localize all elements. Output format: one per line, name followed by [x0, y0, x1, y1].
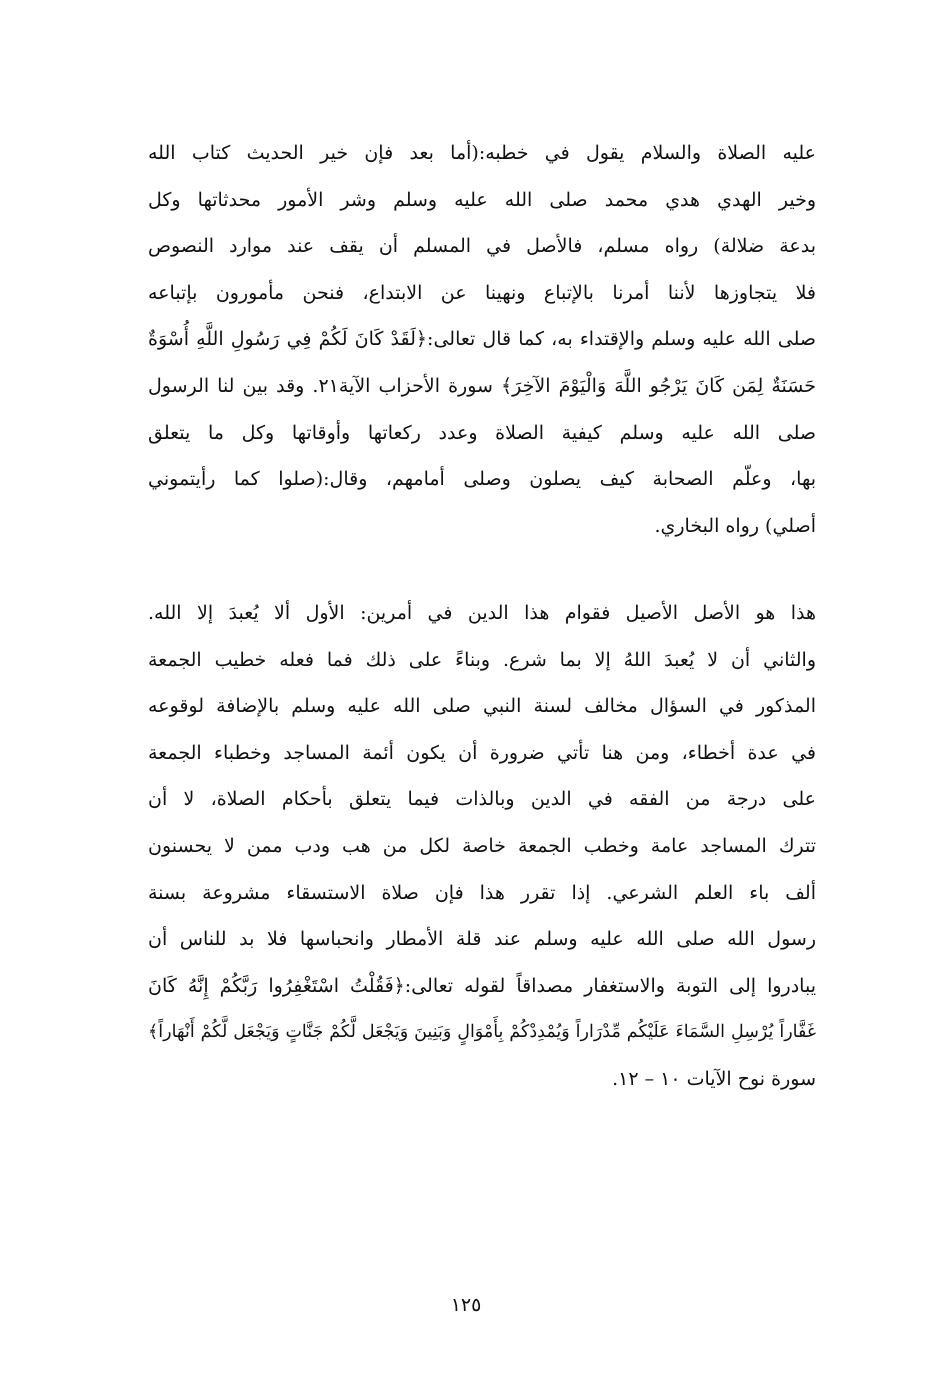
- paragraph-2: [148, 590, 816, 1103]
- text-line: رسول الله صلى الله عليه وسلم عند قلة الأمطار وانحباسها فلا بد للناس أن: [148, 928, 816, 951]
- text-line: يبادروا إلى التوبة والاستغفار مصداقاً لقوله تعالى:﴿فَقُلْتُ اسْتَغْفِرُوا رَبَّكُمْ إِنَّهُ كَانَ: [148, 974, 816, 997]
- text-line: بدعة ضلالة) رواه مسلم، فالأصل في المسلم أن يقف عند موارد النصوص: [148, 235, 816, 258]
- text-line: المذكور في السؤال مخالف لسنة النبي صلى الله عليه وسلم بالإضافة لوقوعه: [148, 695, 816, 718]
- paragraph-1: [148, 130, 816, 549]
- text-line: صلى الله عليه وسلم والإقتداء به، كما قال تعالى:﴿لَقَدْ كَانَ لَكُمْ فِي رَسُولِ اللَّهِ أُسْوَةٌ: [148, 328, 816, 351]
- text-line: فلا يتجاوزها لأننا أمرنا بالإتباع ونهينا عن الابتداع، فنحن مأمورون بإتباعه: [148, 281, 816, 304]
- text-line: هذا هو الأصل الأصيل فقوام هذا الدين في أمرين: الأول ألا يُعبدَ إلا الله.: [148, 602, 816, 624]
- text-line: ألف باء العلم الشرعي. إذا تقرر هذا فإن صلاة الاستسقاء مشروعة بسنة: [148, 881, 816, 904]
- text-line: عليه الصلاة والسلام يقول في خطبه:(أما بعد فإن خير الحديث كتاب الله: [148, 142, 816, 164]
- text-line: أصلي) رواه البخاري.: [654, 514, 816, 537]
- text-line: سورة نوح الآيات ١٠ – ١٢.: [612, 1067, 816, 1090]
- text-line: والثاني أن لا يُعبدَ اللهُ إلا بما شرع. وبناءً على ذلك فما فعله خطيب الجمعة: [148, 648, 816, 671]
- text-line: بها، وعلّم الصحابة كيف يصلون وصلى أمامهم، وقال:(صلوا كما رأيتموني: [148, 468, 816, 491]
- text-line: تترك المساجد عامة وخطب الجمعة خاصة لكل من هب ودب ممن لا يحسنون: [148, 834, 816, 857]
- text-line: وخير الهدي هدي محمد صلى الله عليه وسلم وشر الأمور محدثاتها وكل: [148, 188, 816, 211]
- text-line: حَسَنَةٌ لِمَن كَانَ يَرْجُو اللَّهَ وَالْيَوْمَ الآخِرَ﴾ سورة الأحزاب الآية٢١. وقد بين لنا الرسول: [148, 374, 816, 397]
- text-line: صلى الله عليه وسلم كيفية الصلاة وعدد ركعاتها وأوقاتها وكل ما يتعلق: [148, 421, 816, 444]
- text-line: غَفَّاراً يُرْسِلِ السَّمَاءَ عَلَيْكُم مِّدْرَاراً وَيُمْدِدْكُمْ بِأَمْوَالٍ وَبَنِينَ وَيَجْعَل لَّكُمْ جَنَّاتٍ وَيَجْعَل لَّكُمْ أَنْهَاراً﴾: [148, 1022, 816, 1043]
- page-number: ١٢٥: [450, 1294, 482, 1316]
- text-line: على درجة من الفقه في الدين وبالذات فيما يتعلق بأحكام الصلاة، لا أن: [148, 788, 816, 811]
- text-line: في عدة أخطاء، ومن هنا تأتي ضرورة أن يكون أئمة المساجد وخطباء الجمعة: [148, 741, 816, 764]
